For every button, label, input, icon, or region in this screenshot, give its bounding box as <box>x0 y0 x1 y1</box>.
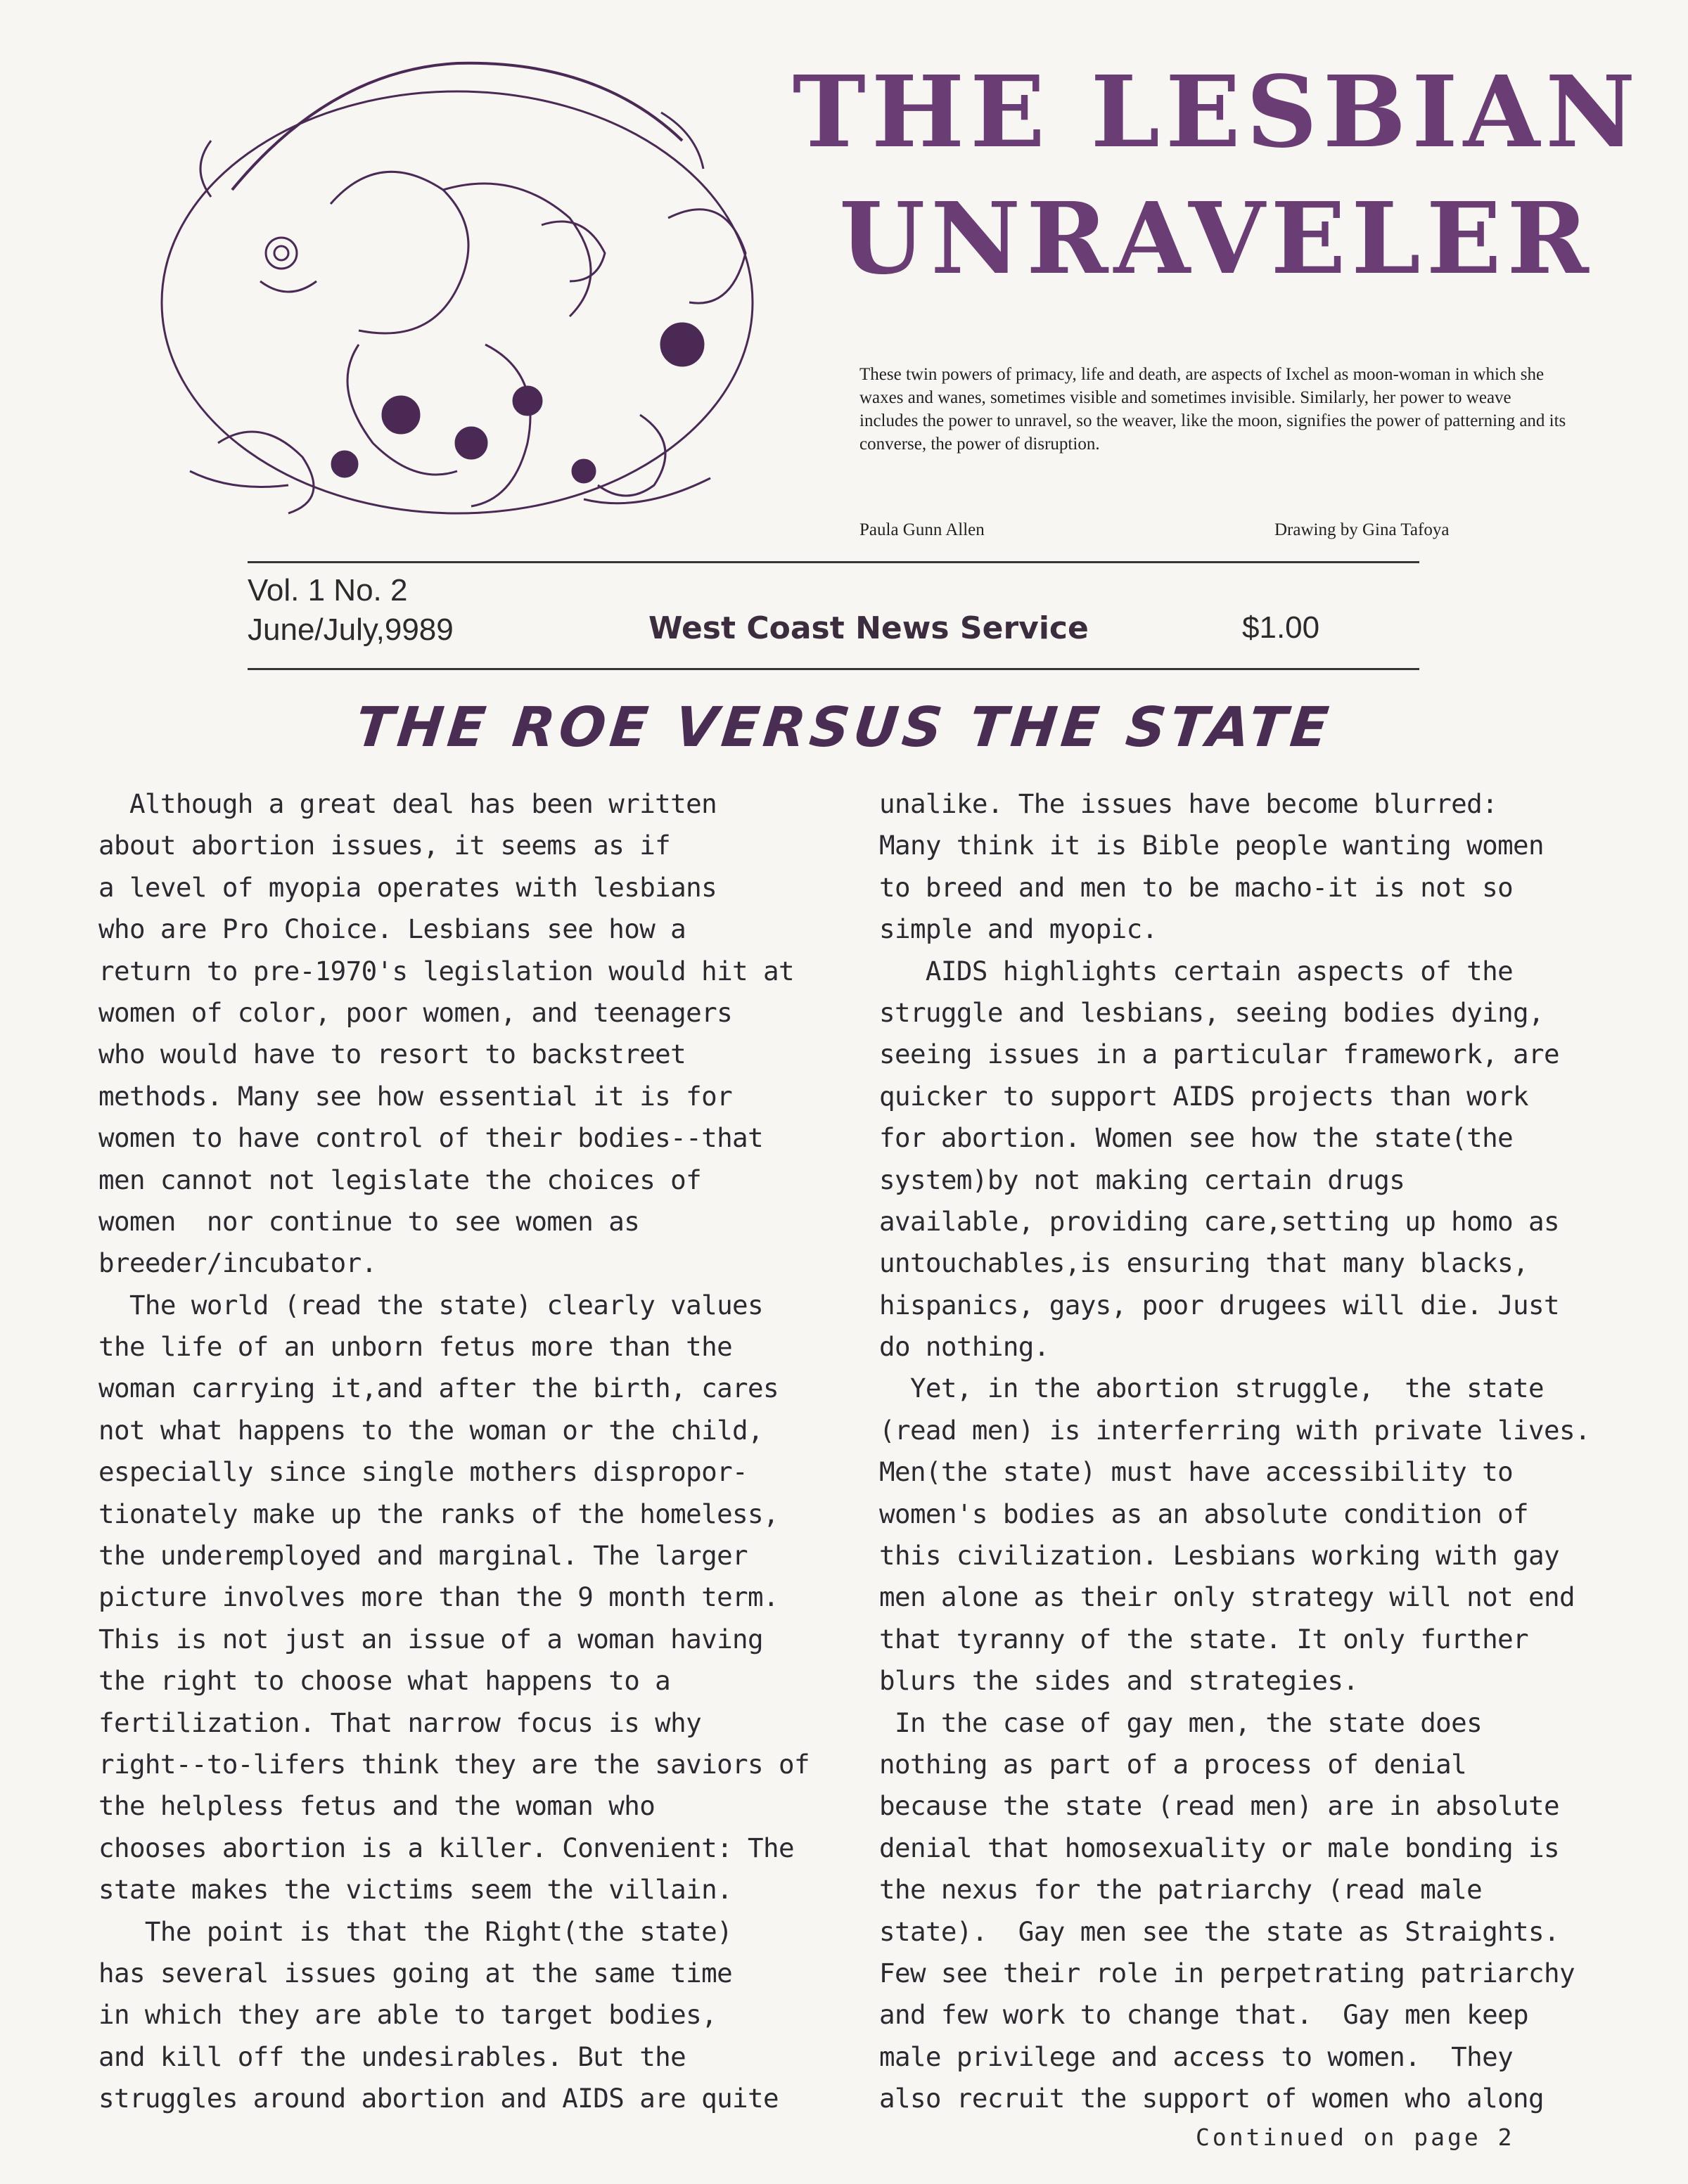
article-text-line: the underemployed and marginal. The larger <box>98 1540 748 1572</box>
article-column-2 <box>879 783 1590 2120</box>
article-text-line: do nothing. <box>879 1331 1049 1363</box>
article-text-line: women to have control of their bodies--that <box>98 1122 764 1154</box>
article-headline: THE ROE VERSUS THE STATE <box>352 696 1336 759</box>
article-text-line: available, providing care,setting up homo as <box>879 1205 1559 1237</box>
masthead-title <box>788 49 1646 302</box>
article-text-line: AIDS highlights certain aspects of the <box>879 955 1514 987</box>
article-text-line: the right to choose what happens to a <box>98 1665 671 1697</box>
article-text-line: women of color, poor women, and teenagers <box>98 996 733 1028</box>
article-text-line: to breed and men to be macho-it is not so <box>879 871 1514 903</box>
article-text-line: nothing as part of a process of denial <box>879 1748 1467 1780</box>
article-text-line: not what happens to the woman or the child, <box>98 1414 764 1446</box>
epigraph-quote: These twin powers of primacy, life and death, are aspects of Ixchel as moon-woman in which she waxes and wanes, sometimes visible and sometimes invisible. Similarly, her power to weave includes the power to unravel, so the weaver, like the moon, signifies the power of patterning and its converse, the power of disruption. <box>859 365 1566 454</box>
article-text-line: denial that homosexuality or male bonding is <box>879 1832 1559 1863</box>
article-text-line: in which they are able to target bodies, <box>98 1999 717 2031</box>
article-text-line: Few see their role in perpetrating patriarchy <box>879 1957 1575 1989</box>
article-text-line: right--to-lifers think they are the saviors of <box>98 1748 810 1780</box>
continued-note: Continued on page 2 <box>1196 2124 1515 2151</box>
article-text-line: women nor continue to see women as <box>98 1205 640 1237</box>
article-text-line: state). Gay men see the state as Straights. <box>879 1915 1559 1947</box>
article-text-line: methods. Many see how essential it is for <box>98 1080 733 1112</box>
article-text-line: struggles around abortion and AIDS are quite <box>98 2083 779 2114</box>
article-text-line: because the state (read men) are in absolute <box>879 1790 1559 1822</box>
article-text-line: Many think it is Bible people wanting women <box>879 830 1545 861</box>
article-text-line: untouchables,is ensuring that many blacks, <box>879 1247 1529 1279</box>
article-text-line: unalike. The issues have become blurred: <box>879 788 1498 819</box>
article-text-line: blurs the sides and strategies. <box>879 1665 1359 1697</box>
article-text-line: quicker to support AIDS projects than work <box>879 1080 1529 1112</box>
article-text-line: state makes the victims seem the villain. <box>98 1874 733 1906</box>
issue-date: June/July,9989 <box>248 612 454 647</box>
issue-info <box>248 571 454 650</box>
article-text-line: return to pre-1970's legislation would hit at <box>98 955 794 987</box>
article-text-line: (read men) is interferring with private lives. <box>879 1414 1590 1446</box>
article-text-line: In the case of gay men, the state does <box>879 1707 1483 1738</box>
drawing-credit: Drawing by Gina Tafoya <box>1274 520 1450 539</box>
article-text-line: who are Pro Choice. Lesbians see how a <box>98 913 686 945</box>
article-text-line: that tyranny of the state. It only further <box>879 1623 1529 1655</box>
issue-volume: Vol. 1 No. 2 <box>248 573 408 608</box>
issue-price: $1.00 <box>1242 610 1320 645</box>
article-text-line: this civilization. Lesbians working with gay <box>879 1540 1559 1572</box>
article-text-line: simple and myopic. <box>879 913 1158 945</box>
article-text-line: who would have to resort to backstreet <box>98 1039 686 1070</box>
article-text-line: Yet, in the abortion struggle, the state <box>879 1373 1545 1404</box>
masthead-line-2: UNRAVELER <box>839 181 1594 297</box>
article-text-line: breeder/incubator. <box>98 1247 377 1279</box>
article-text-line: the nexus for the patriarchy (read male <box>879 1874 1483 1906</box>
article-text-line: has several issues going at the same time <box>98 1957 733 1989</box>
article-text-line: and few work to change that. Gay men keep <box>879 1999 1529 2031</box>
news-service: West Coast News Service <box>648 610 1089 646</box>
article-text-line: men alone as their only strategy will not end <box>879 1581 1575 1613</box>
top-rule <box>248 561 1419 563</box>
article-text-line: for abortion. Women see how the state(the <box>879 1122 1514 1154</box>
article-text-line: seeing issues in a particular framework, are <box>879 1039 1559 1070</box>
article-text-line: struggle and lesbians, seeing bodies dying, <box>879 996 1545 1028</box>
article-text-line: This is not just an issue of a woman having <box>98 1623 764 1655</box>
article-text-line: chooses abortion is a killer. Convenient: The <box>98 1832 794 1863</box>
weaver-moon-drawing <box>148 49 767 541</box>
article-text-line: system)by not making certain drugs <box>879 1164 1405 1195</box>
article-column-1 <box>98 783 810 2120</box>
bottom-rule <box>248 668 1419 670</box>
article-text-line: tionately make up the ranks of the homeless, <box>98 1498 779 1529</box>
article-text-line: especially since single mothers dispropor- <box>98 1456 748 1488</box>
article-text-line: fertilization. That narrow focus is why <box>98 1707 702 1738</box>
article-text-line: male privilege and access to women. They <box>879 2041 1514 2072</box>
article-text-line: woman carrying it,and after the birth, cares <box>98 1373 779 1404</box>
article-text-line: Men(the state) must have accessibility to <box>879 1456 1514 1488</box>
article-text-line: a level of myopia operates with lesbians <box>98 871 717 903</box>
quote-author: Paula Gunn Allen <box>859 520 985 539</box>
article-text-line: Although a great deal has been written <box>98 788 717 819</box>
article-text-line: picture involves more than the 9 month term. <box>98 1581 779 1613</box>
article-text-line: about abortion issues, it seems as if <box>98 830 671 861</box>
article-text-line: The point is that the Right(the state) <box>98 1915 733 1947</box>
article-text-line: the helpless fetus and the woman who <box>98 1790 656 1822</box>
article-text-line: the life of an unborn fetus more than the <box>98 1331 733 1363</box>
article-text-line: hispanics, gays, poor drugees will die. Just <box>879 1289 1559 1321</box>
article-text-line: women's bodies as an absolute condition of <box>879 1498 1529 1529</box>
article-text-line: also recruit the support of women who along <box>879 2083 1545 2114</box>
article-text-line: The world (read the state) clearly values <box>98 1289 764 1321</box>
article-text-line: men cannot not legislate the choices of <box>98 1164 702 1195</box>
article-text-line: and kill off the undesirables. But the <box>98 2041 686 2072</box>
masthead-line-1: THE LESBIAN <box>792 55 1642 170</box>
